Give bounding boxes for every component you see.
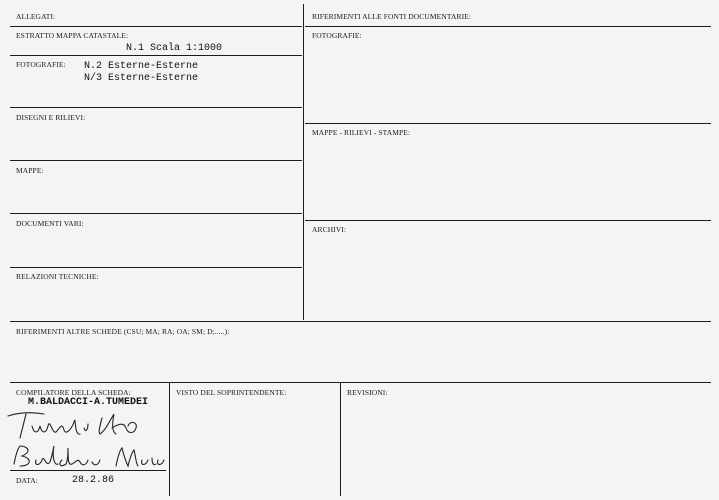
top-rule-left	[10, 26, 302, 27]
rule-estratto	[10, 55, 302, 56]
signature-tumedei	[2, 408, 152, 442]
documenti-label: DOCUMENTI VARI:	[16, 219, 84, 228]
right-fotografie-label: FOTOGRAFIE:	[312, 31, 362, 40]
data-label: DATA:	[16, 476, 38, 485]
signature-baldacci	[6, 442, 166, 472]
fotografie-line-1: N.2 Esterne-Esterne	[84, 61, 199, 72]
bottom-divider-1	[169, 383, 170, 496]
rule-main	[10, 321, 711, 322]
allegati-label: ALLEGATI:	[16, 12, 56, 21]
estratto-label: ESTRATTO MAPPA CATASTALE:	[16, 31, 129, 40]
right-mappe-label: MAPPE - RILIEVI - STAMPE:	[312, 128, 411, 137]
top-rule-right	[305, 26, 711, 27]
rule-right-fotografie	[305, 123, 711, 124]
rule-documenti	[10, 267, 302, 268]
rule-bottom-section	[10, 382, 711, 383]
data-value: 28.2.86	[72, 475, 115, 486]
fotografie-label: FOTOGRAFIE:	[16, 60, 66, 69]
revisioni-label: REVISIONI:	[347, 388, 388, 397]
compilatore-names: M.BALDACCI-A.TUMEDEI	[28, 397, 149, 408]
rule-fotografie	[10, 107, 302, 108]
estratto-value: N.1 Scala 1:1000	[126, 43, 223, 54]
altre-schede-label: RIFERIMENTI ALTRE SCHEDE (CSU; MA; RA; OA; SM; D;.....):	[16, 327, 230, 336]
compilatore-label: COMPILATORE DELLA SCHEDA:	[16, 388, 131, 397]
fotografie-line-2: N/3 Esterne-Esterne	[84, 73, 199, 84]
riferimenti-label: RIFERIMENTI ALLE FONTI DOCUMENTARIE:	[312, 12, 472, 21]
center-divider	[303, 4, 304, 320]
visto-label: VISTO DEL SOPRINTENDENTE:	[176, 388, 287, 397]
bottom-divider-2	[340, 383, 341, 496]
disegni-label: DISEGNI E RILIEVI:	[16, 113, 86, 122]
archivi-label: ARCHIVI:	[312, 225, 347, 234]
rule-disegni	[10, 160, 302, 161]
rule-right-mappe	[305, 220, 711, 221]
mappe-label: MAPPE:	[16, 166, 44, 175]
rule-mappe	[10, 213, 302, 214]
relazioni-label: RELAZIONI TECNICHE:	[16, 272, 99, 281]
